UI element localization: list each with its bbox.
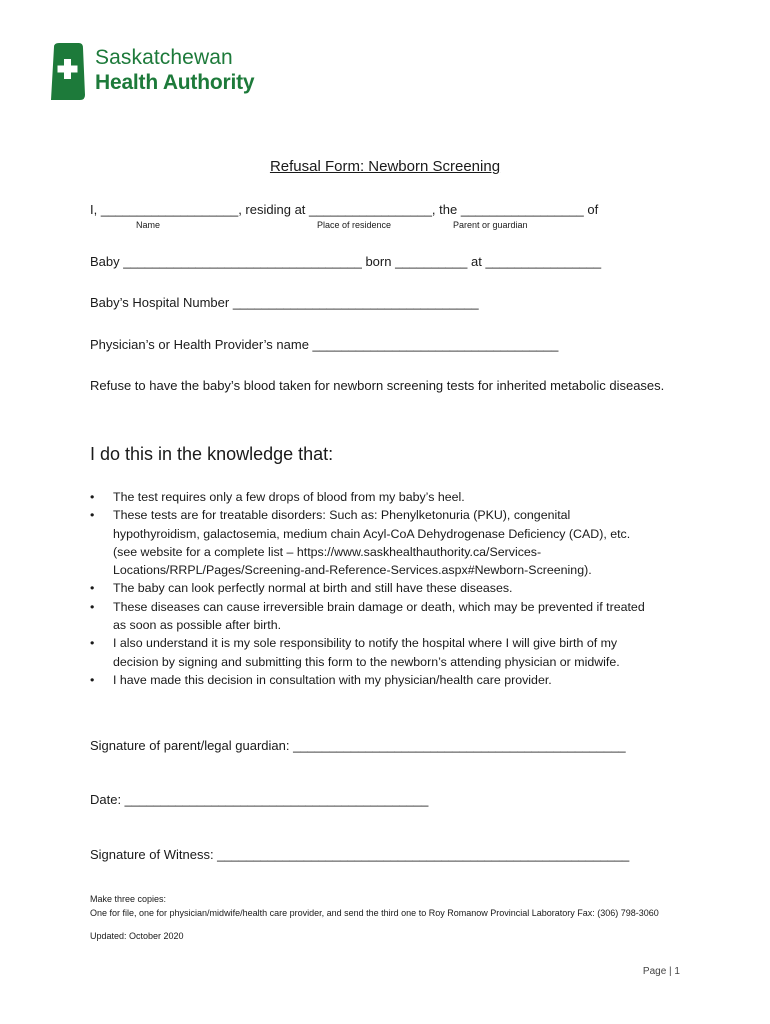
bullet-icon: •: [90, 581, 95, 596]
bullet-icon: •: [90, 636, 95, 651]
org-name-line1: Saskatchewan: [95, 46, 233, 69]
knowledge-item-line: as soon as possible after birth.: [113, 618, 282, 633]
knowledge-item-line: These tests are for treatable disorders: Such as: Phenylketonuria (PKU), congenital: [113, 508, 571, 523]
caption-place-of-residence: Place of residence: [317, 220, 392, 230]
knowledge-item: [90, 488, 690, 506]
org-name-line2: Health Authority: [95, 71, 255, 94]
bullet-icon: •: [90, 672, 95, 687]
knowledge-heading: I do this in the knowledge that:: [90, 444, 334, 464]
knowledge-item-line: I also understand it is my sole responsibility to notify the hospital where I will give birth of my: [113, 636, 618, 651]
knowledge-item: [90, 598, 690, 635]
caption-name: Name: [136, 220, 161, 230]
parent-signature-line[interactable]: Signature of parent/legal guardian: ______________________________________________: [90, 738, 626, 753]
bullet-icon: •: [90, 599, 95, 614]
hospital-number-line[interactable]: Baby’s Hospital Number __________________________________: [90, 295, 479, 310]
knowledge-item-line: Locations/RRPL/Pages/Screening-and-Reference-Services.aspx#Newborn-Screening).: [113, 563, 592, 578]
organization-name: [95, 47, 254, 93]
knowledge-item: [90, 634, 690, 671]
health-authority-logo-icon: [51, 43, 85, 100]
knowledge-item: [90, 506, 690, 579]
caption-parent-or-guardian: Parent or guardian: [453, 220, 528, 230]
bullet-icon: •: [90, 490, 95, 504]
knowledge-item-line: hypothyroidism, galactosemia, medium chain Acyl-CoA Dehydrogenase Deficiency (CAD), etc.: [113, 526, 631, 541]
declarant-line[interactable]: I, ___________________, residing at _________________, the _________________ of: [90, 202, 599, 217]
copies-distribution: One for file, one for physician/midwife/health care provider, and send the third one to Roy Romanow Provincial Laboratory Fax: (306) 798-3060: [90, 908, 659, 918]
page-number: Page | 1: [642, 966, 680, 977]
knowledge-item-line: The test requires only a few drops of blood from my baby’s heel.: [113, 490, 465, 504]
knowledge-item: [90, 671, 690, 689]
copies-heading: Make three copies:: [90, 894, 167, 904]
bullet-icon: •: [90, 508, 95, 523]
knowledge-item-line: decision by signing and submitting this form to the newborn’s attending physician or midwife.: [113, 654, 620, 669]
form-title: Refusal Form: Newborn Screening: [269, 158, 501, 175]
copies-instruction: [90, 892, 659, 920]
knowledge-item-line: (see website for a complete list – https://www.saskhealthauthority.ca/Services-: [113, 544, 542, 559]
witness-signature-line[interactable]: Signature of Witness: _________________________________________________________: [90, 847, 630, 862]
knowledge-item: [90, 579, 690, 597]
date-line[interactable]: Date: __________________________________________: [90, 792, 429, 807]
physician-name-line[interactable]: Physician’s or Health Provider’s name __________________________________: [90, 337, 559, 352]
knowledge-item-line: I have made this decision in consultation with my physician/health care provider.: [113, 672, 552, 687]
knowledge-item-line: These diseases can cause irreversible brain damage or death, which may be prevented if treated: [113, 599, 645, 614]
knowledge-item-line: The baby can look perfectly normal at birth and still have these diseases.: [113, 581, 513, 596]
baby-birth-line[interactable]: Baby _________________________________ born __________ at ________________: [90, 254, 602, 269]
knowledge-list: [90, 488, 690, 689]
updated-date: Updated: October 2020: [90, 931, 184, 941]
refusal-statement: Refuse to have the baby’s blood taken for newborn screening tests for inherited metabolic diseases.: [90, 378, 665, 393]
